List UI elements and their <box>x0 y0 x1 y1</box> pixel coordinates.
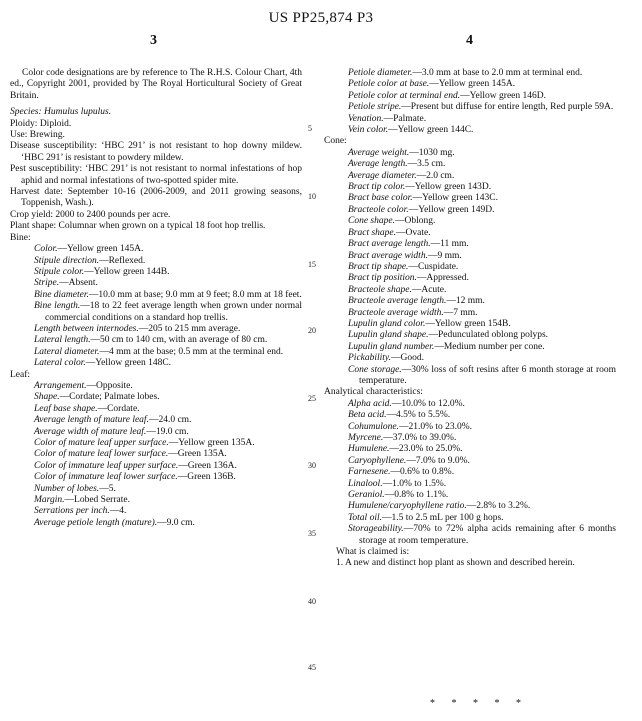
spec-value: —Yellow green 148C. <box>85 358 172 369</box>
left-page-number: 3 <box>150 33 157 48</box>
spec-entry <box>324 387 616 398</box>
spec-entry <box>324 479 616 490</box>
spec-entry <box>324 330 616 341</box>
spec-label: Lupulin gland shape. <box>348 330 429 341</box>
spec-label: Color of immature leaf upper surface. <box>34 460 179 471</box>
spec-label: Stripe. <box>34 278 60 289</box>
spec-label: Length between internodes. <box>34 323 139 334</box>
spec-label: Color of mature leaf lower surface. <box>34 449 169 460</box>
spec-entry <box>324 467 616 478</box>
spec-label: Linalool. <box>348 478 383 489</box>
spec-value: —19.0 cm. <box>146 426 189 437</box>
spec-value: —9 mm. <box>427 250 462 261</box>
spec-value: —Yellow green 149D. <box>408 204 495 215</box>
spec-value: —4. <box>109 506 127 517</box>
spec-value: —24.0 cm. <box>148 415 192 426</box>
spec-value: —Green 136B. <box>177 472 236 483</box>
spec-value: —Yellow green 143D. <box>405 182 492 193</box>
spec-value: Bine: <box>10 232 31 243</box>
line-number: 30 <box>308 461 316 470</box>
spec-value: —7 mm. <box>443 307 478 318</box>
spec-entry <box>324 182 616 193</box>
spec-entry <box>10 119 302 130</box>
spec-label: Bract tip position. <box>348 273 417 284</box>
spec-label: Total oil. <box>348 512 382 523</box>
spec-value: —9.0 cm. <box>157 517 195 528</box>
spec-value: —Opposite. <box>86 380 133 391</box>
spec-value: Ploidy: Diploid. <box>10 118 72 129</box>
spec-entry <box>10 107 302 118</box>
spec-value: —Good. <box>391 353 425 364</box>
spec-entry <box>324 365 616 388</box>
spec-label: Bract average width. <box>348 250 428 261</box>
spec-value: —Medium number per cone. <box>434 341 545 352</box>
spec-value: —10.0 mm at base; 9.0 mm at 9 feet; 8.0 mm at 18 feet. <box>88 289 302 300</box>
spec-entry <box>10 358 302 369</box>
line-number: 10 <box>308 192 316 201</box>
line-number: 15 <box>308 260 316 269</box>
spec-value: What is claimed is: <box>336 547 410 558</box>
spec-value: —7.0% to 9.0%. <box>406 455 470 466</box>
spec-entry <box>10 187 302 210</box>
spec-entry <box>10 233 302 244</box>
line-number: 35 <box>308 529 316 538</box>
spec-label: Myrcene. <box>348 433 384 443</box>
spec-entry <box>10 130 302 141</box>
spec-label: Average width of mature leaf. <box>34 426 147 437</box>
spec-value: —Lobed Serrate. <box>64 495 130 506</box>
spec-entry <box>324 91 616 102</box>
spec-value: Use: Brewing. <box>10 130 65 141</box>
spec-value: Pest susceptibility: ‘HBC 291’ is not resistant to normal infestations of hop aphid and normal infestations of two-spotted spider mite. <box>10 164 302 186</box>
spec-entry <box>10 495 302 506</box>
spec-label: Average diameter. <box>348 170 417 181</box>
spec-entry <box>10 370 302 381</box>
spec-label: Stipule color. <box>34 266 85 277</box>
spec-entry <box>10 461 302 472</box>
spec-value: —4 mm at the base; 0.5 mm at the terminal end. <box>99 346 284 357</box>
spec-label: Lateral diameter. <box>34 346 100 357</box>
spec-entry <box>324 216 616 227</box>
spec-label: Average length of mature leaf. <box>34 415 149 426</box>
spec-label: Margin. <box>34 495 65 506</box>
spec-label: Lupulin gland color. <box>348 318 426 329</box>
spec-value: —Yellow green 145A. <box>429 79 516 90</box>
spec-value: —Ovate. <box>396 227 431 238</box>
spec-value: Color code designations are by reference to The R.H.S. Colour Chart, 4th ed., Copyright 2001, provided by The Royal Horticultural Society of Great Britain. <box>10 68 302 101</box>
spec-value: —Acute. <box>411 284 447 295</box>
spec-entry <box>324 524 616 547</box>
line-number: 45 <box>308 663 316 672</box>
spec-label: Storageability. <box>348 524 404 535</box>
spec-entry <box>324 558 616 569</box>
spec-value: —12 mm. <box>446 296 485 307</box>
spec-value: —Cordate. <box>97 403 140 414</box>
spec-label: Bine length. <box>34 301 81 312</box>
spec-entry <box>324 102 616 113</box>
spec-label: Farnesene. <box>348 467 391 478</box>
spec-label: Bract average length. <box>348 239 431 250</box>
spec-entry <box>324 547 616 558</box>
spec-value: Plant shape: Columnar when grown on a typical 18 foot hop trellis. <box>10 221 266 232</box>
spec-entry <box>10 392 302 403</box>
spec-label: Color. <box>34 244 58 255</box>
spec-value: Analytical characteristics: <box>324 387 423 398</box>
spec-value: —Appressed. <box>416 273 469 284</box>
spec-value: —1030 mg. <box>409 147 455 158</box>
spec-entry <box>324 205 616 216</box>
spec-entry <box>324 148 616 159</box>
spec-value: —18 to 22 feet average length when grown under normal commercial conditions on a standard hop trellis. <box>45 301 302 323</box>
spec-entry <box>10 347 302 358</box>
spec-label: Serrations per inch. <box>34 506 110 517</box>
patent-number: US PP25,874 P3 <box>268 10 374 26</box>
spec-entry <box>10 335 302 346</box>
spec-entry <box>324 410 616 421</box>
spec-entry <box>324 136 616 147</box>
spec-entry <box>10 404 302 415</box>
spec-value: —Present but diffuse for entire length, Red purple 59A. <box>401 102 614 113</box>
spec-entry <box>324 296 616 307</box>
spec-entry <box>10 68 302 102</box>
spec-value: Crop yield: 2000 to 2400 pounds per acre. <box>10 209 171 220</box>
spec-entry <box>10 427 302 438</box>
spec-entry <box>324 251 616 262</box>
spec-value: —3.5 cm. <box>407 159 446 170</box>
spec-entry <box>324 342 616 353</box>
line-number: 25 <box>308 394 316 403</box>
spec-entry <box>324 262 616 273</box>
spec-label: Caryophyllene. <box>348 455 407 466</box>
spec-value: 1. A new and distinct hop plant as shown and described herein. <box>336 558 575 569</box>
spec-label: Cone storage. <box>348 364 402 375</box>
spec-entry <box>10 164 302 187</box>
spec-value: —Pedunculated oblong polyps. <box>428 330 549 341</box>
spec-label: Bract base color. <box>348 193 413 204</box>
spec-label: Arrangement. <box>34 380 87 391</box>
spec-entry <box>324 490 616 501</box>
spec-label: Bract tip color. <box>348 182 406 193</box>
spec-label: Lateral color. <box>34 358 86 369</box>
right-column <box>324 68 616 570</box>
spec-label: Bine diameter. <box>34 289 89 300</box>
spec-label: Average length. <box>348 159 408 170</box>
spec-entry <box>10 290 302 301</box>
spec-label: Lateral length. <box>34 335 91 346</box>
spec-entry <box>10 415 302 426</box>
spec-entry <box>324 114 616 125</box>
spec-value: Cone: <box>324 136 347 147</box>
spec-label: Color of immature leaf lower surface. <box>34 472 178 483</box>
spec-italic-value: Humulus lupulus. <box>44 107 112 118</box>
spec-value: —2.0 cm. <box>416 170 455 181</box>
spec-label: Stipule direction. <box>34 255 100 266</box>
spec-label: Humulene. <box>348 444 390 455</box>
spec-entry <box>10 256 302 267</box>
spec-label: Beta acid. <box>348 410 387 421</box>
spec-entry <box>324 125 616 136</box>
spec-label: Pickability. <box>348 353 392 364</box>
spec-value: —Yellow green 135A. <box>168 438 255 448</box>
spec-label: Species: <box>10 107 45 118</box>
spec-entry <box>10 141 302 164</box>
spec-value: —37.0% to 39.0%. <box>383 433 457 443</box>
spec-entry <box>10 506 302 517</box>
spec-label: Petiole stripe. <box>348 102 402 113</box>
spec-label: Leaf base shape. <box>34 403 98 414</box>
spec-value: —2.8% to 3.2%. <box>466 501 531 512</box>
spec-value: —1.0% to 1.5%. <box>382 478 447 489</box>
spec-value: —70% to 72% alpha acids remaining after 6 months storage at room temperature. <box>359 524 616 546</box>
spec-value: —3.0 mm at base to 2.0 mm at terminal end. <box>412 68 583 78</box>
spec-entry <box>324 399 616 410</box>
spec-label: Petiole diameter. <box>348 68 413 78</box>
spec-label: Bract tip shape. <box>348 261 409 272</box>
spec-label: Venation. <box>348 113 384 124</box>
spec-entry <box>324 513 616 524</box>
spec-label: Bracteole average length. <box>348 296 447 307</box>
spec-value: —Green 135A. <box>168 449 227 460</box>
spec-value: —5. <box>99 483 116 494</box>
spec-entry <box>324 444 616 455</box>
spec-label: Bracteole color. <box>348 204 409 215</box>
spec-label: Lupulin gland number. <box>348 341 435 352</box>
spec-entry <box>324 308 616 319</box>
spec-value: —11 mm. <box>430 239 469 250</box>
spec-entry <box>324 68 616 79</box>
spec-label: Bracteole shape. <box>348 284 412 295</box>
spec-entry <box>324 228 616 239</box>
spec-entry <box>324 159 616 170</box>
spec-value: —30% loss of soft resins after 6 month storage at room temperature. <box>359 364 616 386</box>
spec-value: —21.0% to 23.0%. <box>398 421 473 432</box>
spec-value: —Reflexed. <box>99 255 146 266</box>
spec-entry <box>324 501 616 512</box>
spec-value: —0.6% to 0.8%. <box>390 467 455 478</box>
spec-value: —Oblong. <box>394 216 436 227</box>
spec-value: —Yellow green 145A. <box>57 244 144 255</box>
spec-value: Disease susceptibility: ‘HBC 291’ is not resistant to hop downy mildew. ‘HBC 291’ is resistant to powdery mildew. <box>10 141 302 163</box>
spec-value: —50 cm to 140 cm, with an average of 80 cm. <box>90 335 268 346</box>
spec-value: —Green 136A. <box>178 460 237 471</box>
spec-value: —Palmate. <box>383 113 427 124</box>
spec-value: —Cordate; Palmate lobes. <box>59 392 160 403</box>
spec-value: Harvest date: September 10-16 (2006-2009, and 2011 growing seasons, Toppenish, Wash.). <box>10 187 302 209</box>
spec-label: Petiole color at terminal end. <box>348 90 461 101</box>
spec-label: Number of lobes. <box>34 483 100 494</box>
spec-value: —Yellow green 144C. <box>388 125 474 136</box>
spec-value: —Yellow green 146D. <box>460 90 546 101</box>
left-column <box>10 68 302 529</box>
spec-entry <box>10 381 302 392</box>
spec-value: —Cuspidate. <box>408 261 459 272</box>
spec-label: Average petiole length (mature). <box>34 517 158 528</box>
spec-entry <box>324 79 616 90</box>
spec-entry <box>324 193 616 204</box>
spec-entry <box>324 422 616 433</box>
line-number: 40 <box>308 597 316 606</box>
spec-entry <box>10 221 302 232</box>
spec-label: Shape. <box>34 392 60 403</box>
spec-value: —Absent. <box>59 278 98 289</box>
spec-entry <box>10 438 302 449</box>
spec-entry <box>10 278 302 289</box>
spec-entry <box>10 449 302 460</box>
spec-label: Cohumulone. <box>348 421 399 432</box>
spec-entry <box>10 267 302 278</box>
spec-value: —10.0% to 12.0%. <box>391 398 465 409</box>
spec-value: —0.8% to 1.1%. <box>384 490 449 501</box>
spec-entry <box>10 301 302 324</box>
spec-entry <box>324 319 616 330</box>
spec-label: Average weight. <box>348 147 410 158</box>
spec-entry <box>324 433 616 444</box>
spec-entry <box>10 472 302 483</box>
spec-value: —1.5 to 2.5 mL per 100 g hops. <box>381 512 504 523</box>
spec-label: Humulene/caryophyllene ratio. <box>348 501 467 512</box>
spec-entry <box>10 518 302 529</box>
spec-label: Alpha acid. <box>348 398 392 409</box>
end-mark: * * * * * <box>430 698 528 709</box>
spec-entry <box>324 285 616 296</box>
spec-entry <box>324 273 616 284</box>
spec-value: Leaf: <box>10 369 31 380</box>
spec-label: Vein color. <box>348 125 389 136</box>
spec-value: —205 to 215 mm average. <box>138 323 241 334</box>
line-number: 5 <box>308 124 312 133</box>
spec-entry <box>324 171 616 182</box>
spec-value: —23.0% to 25.0%. <box>389 444 463 455</box>
spec-label: Petiole color at base. <box>348 79 430 90</box>
spec-value: —Yellow green 154B. <box>425 318 511 329</box>
spec-label: Bracteole average width. <box>348 307 444 318</box>
line-number: 20 <box>308 326 316 335</box>
spec-label: Bract shape. <box>348 227 397 238</box>
spec-label: Color of mature leaf upper surface. <box>34 438 169 448</box>
spec-entry <box>324 239 616 250</box>
spec-entry <box>324 353 616 364</box>
right-page-number: 4 <box>466 33 473 48</box>
spec-entry <box>10 244 302 255</box>
spec-entry <box>10 210 302 221</box>
spec-entry <box>10 484 302 495</box>
spec-label: Cone shape. <box>348 216 395 227</box>
spec-label: Geraniol. <box>348 490 385 501</box>
spec-value: —Yellow green 144B. <box>84 266 170 277</box>
spec-entry <box>324 456 616 467</box>
spec-value: —Yellow green 143C. <box>412 193 498 204</box>
spec-value: —4.5% to 5.5%. <box>386 410 451 421</box>
spec-entry <box>10 324 302 335</box>
